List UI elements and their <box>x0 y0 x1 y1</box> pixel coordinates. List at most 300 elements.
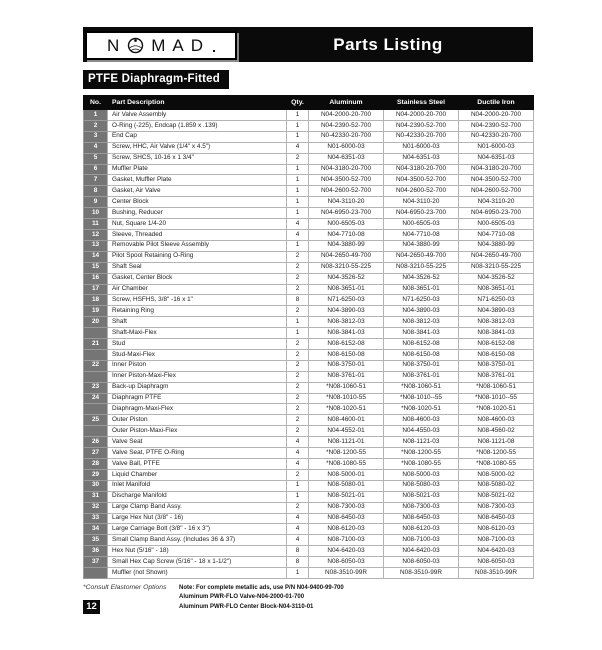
cell-ductile-iron: N08-6050-03 <box>459 557 534 568</box>
table-row <box>84 360 534 371</box>
table-row <box>84 120 534 131</box>
cell-qty: 2 <box>287 393 309 404</box>
cell-description: Retaining Ring <box>108 306 287 317</box>
cell-no: 26 <box>84 437 108 448</box>
cell-aluminum: N08-5080-01 <box>309 480 384 491</box>
cell-stainless-steel: N08-7100-03 <box>384 535 459 546</box>
cell-aluminum: *N08-1060-51 <box>309 382 384 393</box>
table-row <box>84 535 534 546</box>
cell-ductile-iron: N08-3841-03 <box>459 328 534 339</box>
cell-stainless-steel: *N08-1080-55 <box>384 459 459 470</box>
table-row <box>84 382 534 393</box>
cell-stainless-steel: N04-4550-03 <box>384 426 459 437</box>
table-row <box>84 306 534 317</box>
cell-stainless-steel: N00-6505-03 <box>384 219 459 230</box>
cell-ductile-iron: N04-6351-03 <box>459 153 534 164</box>
cell-description: Center Block <box>108 197 287 208</box>
cell-stainless-steel: N08-5000-03 <box>384 469 459 480</box>
cell-description: Inner Piston <box>108 360 287 371</box>
cell-no: 12 <box>84 229 108 240</box>
table-row <box>84 284 534 295</box>
cell-qty: 8 <box>287 557 309 568</box>
cell-aluminum: N71-6250-03 <box>309 295 384 306</box>
cell-ductile-iron: N00-6505-03 <box>459 219 534 230</box>
cell-stainless-steel: N71-6250-03 <box>384 295 459 306</box>
cell-ductile-iron: N71-6250-03 <box>459 295 534 306</box>
cell-qty: 2 <box>287 284 309 295</box>
cell-aluminum: N04-3890-03 <box>309 306 384 317</box>
cell-ductile-iron: N08-6152-08 <box>459 339 534 350</box>
cell-ductile-iron: N04-6420-03 <box>459 546 534 557</box>
cell-no: 5 <box>84 153 108 164</box>
cell-no: 16 <box>84 273 108 284</box>
cell-stainless-steel: N08-7300-03 <box>384 502 459 513</box>
cell-qty: 2 <box>287 339 309 350</box>
table-row <box>84 229 534 240</box>
cell-aluminum: *N08-1010-55 <box>309 393 384 404</box>
cell-no <box>84 404 108 415</box>
cell-aluminum: N0-42330-20-700 <box>309 131 384 142</box>
table-row <box>84 317 534 328</box>
cell-qty: 2 <box>287 273 309 284</box>
cell-no: 35 <box>84 535 108 546</box>
section-title: PTFE Diaphragm-Fitted <box>83 70 229 89</box>
table-row <box>84 415 534 426</box>
cell-ductile-iron: N08-4600-03 <box>459 415 534 426</box>
cell-ductile-iron: N04-7710-08 <box>459 229 534 240</box>
table-row <box>84 426 534 437</box>
cell-qty: 2 <box>287 360 309 371</box>
cell-ductile-iron: N08-3510-99R <box>459 568 534 579</box>
cell-qty: 1 <box>287 197 309 208</box>
cell-aluminum: *N08-1200-55 <box>309 448 384 459</box>
cell-no: 18 <box>84 295 108 306</box>
cell-no: 36 <box>84 546 108 557</box>
cell-aluminum: N04-3500-52-700 <box>309 175 384 186</box>
table-row <box>84 164 534 175</box>
cell-stainless-steel: N08-3761-01 <box>384 371 459 382</box>
cell-description: End Cap <box>108 131 287 142</box>
cell-no: 23 <box>84 382 108 393</box>
cell-description: Small Hex Cap Screw (5/16" - 18 x 1-1/2") <box>108 557 287 568</box>
cell-stainless-steel: N04-3880-99 <box>384 240 459 251</box>
cell-no: 14 <box>84 251 108 262</box>
table-row <box>84 328 534 339</box>
col-header-stainless-steel: Stainless Steel <box>384 96 459 110</box>
cell-qty: 2 <box>287 153 309 164</box>
cell-aluminum: N04-2000-20-700 <box>309 110 384 121</box>
cell-stainless-steel: N04-6950-23-700 <box>384 208 459 219</box>
cell-aluminum: N08-3210-55-225 <box>309 262 384 273</box>
cell-description: Screw, HHC, Air Valve (1/4" x 4.5") <box>108 142 287 153</box>
cell-stainless-steel: N04-3526-52 <box>384 273 459 284</box>
cell-qty: 2 <box>287 349 309 360</box>
cell-description: Screw, SHCS, 10-16 x 1 3/4" <box>108 153 287 164</box>
elastomer-note: *Consult Elastomer Options <box>83 583 167 591</box>
cell-no: 22 <box>84 360 108 371</box>
cell-qty: 1 <box>287 317 309 328</box>
cell-stainless-steel: N04-2650-49-700 <box>384 251 459 262</box>
cell-qty: 4 <box>287 437 309 448</box>
cell-stainless-steel: N04-2390-52-700 <box>384 120 459 131</box>
cell-qty: 2 <box>287 469 309 480</box>
cell-no: 1 <box>84 110 108 121</box>
cell-qty: 4 <box>287 142 309 153</box>
cell-ductile-iron: N04-3890-03 <box>459 306 534 317</box>
cell-ductile-iron: N04-2600-52-700 <box>459 186 534 197</box>
cell-stainless-steel: N04-2000-20-700 <box>384 110 459 121</box>
col-header-qty: Qty. <box>287 96 309 110</box>
cell-stainless-steel: N08-1121-03 <box>384 437 459 448</box>
cell-stainless-steel: N01-6000-03 <box>384 142 459 153</box>
cell-ductile-iron: N08-3812-03 <box>459 317 534 328</box>
cell-stainless-steel: N08-3841-03 <box>384 328 459 339</box>
cell-description: Valve Seat, PTFE O-Ring <box>108 448 287 459</box>
cell-no: 4 <box>84 142 108 153</box>
cell-aluminum: N04-3180-20-700 <box>309 164 384 175</box>
nomad-logo-letters <box>107 36 215 56</box>
cell-stainless-steel: N04-3180-20-700 <box>384 164 459 175</box>
cell-ductile-iron: N04-6950-23-700 <box>459 208 534 219</box>
cell-ductile-iron: N08-3651-01 <box>459 284 534 295</box>
cell-stainless-steel: N08-3210-55-225 <box>384 262 459 273</box>
cell-stainless-steel: *N08-1010--55 <box>384 393 459 404</box>
cell-ductile-iron: N08-7100-03 <box>459 535 534 546</box>
table-row <box>84 459 534 470</box>
cell-aluminum: N04-3880-99 <box>309 240 384 251</box>
cell-aluminum: N08-3841-03 <box>309 328 384 339</box>
trademark-dot <box>213 50 215 52</box>
cell-description: Removable Pilot Sleeve Assembly <box>108 240 287 251</box>
cell-ductile-iron: N04-2000-20-700 <box>459 110 534 121</box>
cell-no: 8 <box>84 186 108 197</box>
col-header-no: No. <box>84 96 108 110</box>
table-row <box>84 208 534 219</box>
cell-description: Gasket, Center Block <box>108 273 287 284</box>
cell-stainless-steel: *N08-1200-55 <box>384 448 459 459</box>
cell-stainless-steel: N08-6150-08 <box>384 349 459 360</box>
cell-aluminum: N04-3526-52 <box>309 273 384 284</box>
cell-aluminum: *N08-1020-51 <box>309 404 384 415</box>
cell-stainless-steel: N0-42330-20-700 <box>384 131 459 142</box>
cell-aluminum: N04-2600-52-700 <box>309 186 384 197</box>
table-header-row <box>84 96 534 110</box>
cell-qty: 2 <box>287 371 309 382</box>
cell-description: Screw, HSFHS, 3/8" -16 x 1" <box>108 295 287 306</box>
table-row <box>84 393 534 404</box>
cell-ductile-iron: N01-6000-03 <box>459 142 534 153</box>
page-content <box>83 27 533 614</box>
footer-note-line: Aluminum PWR-FLO Valve-N04-2000-01-700 <box>179 594 305 601</box>
cell-description: Outer Piston-Maxi-Flex <box>108 426 287 437</box>
cell-description: Large Clamp Band Assy. <box>108 502 287 513</box>
cell-no <box>84 426 108 437</box>
cell-no <box>84 328 108 339</box>
col-header-aluminum: Aluminum <box>309 96 384 110</box>
cell-stainless-steel: N08-6120-03 <box>384 524 459 535</box>
logo-letters-mad: MAD <box>151 35 211 55</box>
cell-qty: 8 <box>287 546 309 557</box>
cell-stainless-steel: *N08-1060-51 <box>384 382 459 393</box>
cell-no <box>84 568 108 579</box>
table-row <box>84 437 534 448</box>
cell-ductile-iron: *N08-1020-51 <box>459 404 534 415</box>
cell-no: 31 <box>84 491 108 502</box>
cell-qty: 8 <box>287 295 309 306</box>
col-header-ductile-iron: Ductile Iron <box>459 96 534 110</box>
cell-ductile-iron: N04-3880-99 <box>459 240 534 251</box>
cell-aluminum: N04-4552-01 <box>309 426 384 437</box>
table-row <box>84 524 534 535</box>
cell-aluminum: N04-2650-49-700 <box>309 251 384 262</box>
cell-aluminum: N08-6152-08 <box>309 339 384 350</box>
cell-description: Pilot Spool Retaining O-Ring <box>108 251 287 262</box>
cell-no: 33 <box>84 513 108 524</box>
cell-stainless-steel: N08-5021-03 <box>384 491 459 502</box>
globe-icon <box>127 37 144 54</box>
cell-aluminum: N08-6450-03 <box>309 513 384 524</box>
table-row <box>84 480 534 491</box>
cell-qty: 2 <box>287 251 309 262</box>
cell-stainless-steel: N04-2600-52-700 <box>384 186 459 197</box>
cell-no: 3 <box>84 131 108 142</box>
table-row <box>84 546 534 557</box>
cell-aluminum: N08-3510-99R <box>309 568 384 579</box>
cell-description: Back-up Diaphragm <box>108 382 287 393</box>
cell-description: Valve Seat <box>108 437 287 448</box>
cell-ductile-iron: *N08-1010--55 <box>459 393 534 404</box>
cell-aluminum: N04-6351-03 <box>309 153 384 164</box>
cell-description: Outer Piston <box>108 415 287 426</box>
cell-no: 6 <box>84 164 108 175</box>
cell-qty: 2 <box>287 382 309 393</box>
table-row <box>84 273 534 284</box>
cell-qty: 4 <box>287 448 309 459</box>
cell-qty: 2 <box>287 426 309 437</box>
cell-ductile-iron: N04-3526-52 <box>459 273 534 284</box>
footer-left <box>83 584 165 614</box>
cell-qty: 1 <box>287 568 309 579</box>
table-row <box>84 339 534 350</box>
cell-description: Inner Piston-Maxi-Flex <box>108 371 287 382</box>
cell-description: Muffler Plate <box>108 164 287 175</box>
cell-aluminum: N08-7300-03 <box>309 502 384 513</box>
cell-ductile-iron: N04-3180-20-700 <box>459 164 534 175</box>
cell-ductile-iron: N08-5080-02 <box>459 480 534 491</box>
table-row <box>84 110 534 121</box>
cell-qty: 2 <box>287 404 309 415</box>
cell-aluminum: N04-7710-08 <box>309 229 384 240</box>
cell-description: Stud-Maxi-Flex <box>108 349 287 360</box>
cell-qty: 1 <box>287 120 309 131</box>
col-header-part-description: Part Description <box>108 96 287 110</box>
table-row <box>84 175 534 186</box>
cell-qty: 1 <box>287 186 309 197</box>
cell-qty: 2 <box>287 306 309 317</box>
cell-stainless-steel: N04-6420-03 <box>384 546 459 557</box>
cell-qty: 4 <box>287 524 309 535</box>
cell-ductile-iron: *N08-1080-55 <box>459 459 534 470</box>
cell-aluminum: N08-3812-03 <box>309 317 384 328</box>
cell-qty: 1 <box>287 208 309 219</box>
cell-no: 27 <box>84 448 108 459</box>
cell-description: Nut, Square 1/4-20 <box>108 219 287 230</box>
cell-qty: 4 <box>287 219 309 230</box>
cell-aluminum: N08-4600-01 <box>309 415 384 426</box>
cell-ductile-iron: N08-5000-02 <box>459 469 534 480</box>
cell-qty: 1 <box>287 240 309 251</box>
cell-description: Sleeve, Threaded <box>108 229 287 240</box>
cell-aluminum: N08-3750-01 <box>309 360 384 371</box>
cell-stainless-steel: N04-6351-03 <box>384 153 459 164</box>
cell-no: 10 <box>84 208 108 219</box>
cell-aluminum: N00-6505-03 <box>309 219 384 230</box>
cell-stainless-steel: N08-6152-08 <box>384 339 459 350</box>
cell-ductile-iron: *N08-1200-55 <box>459 448 534 459</box>
cell-no <box>84 371 108 382</box>
cell-description: O-Ring (-225), Endcap (1.859 x .139) <box>108 120 287 131</box>
cell-aluminum: N08-5021-01 <box>309 491 384 502</box>
cell-qty: 1 <box>287 491 309 502</box>
cell-qty: 1 <box>287 480 309 491</box>
footer-notes <box>179 584 344 612</box>
cell-aluminum: N08-3651-01 <box>309 284 384 295</box>
table-row <box>84 557 534 568</box>
cell-qty: 1 <box>287 110 309 121</box>
cell-qty: 4 <box>287 229 309 240</box>
cell-ductile-iron: N08-4560-02 <box>459 426 534 437</box>
table-row <box>84 251 534 262</box>
table-row <box>84 262 534 273</box>
table-row <box>84 502 534 513</box>
footer-note-line: Note: For complete metallic ads, use P/N N04-9400-99-700 <box>179 584 344 591</box>
cell-no: 32 <box>84 502 108 513</box>
cell-ductile-iron: N08-5021-02 <box>459 491 534 502</box>
page-title: Parts Listing <box>333 34 443 54</box>
table-body <box>84 110 534 579</box>
cell-aluminum: N08-7100-03 <box>309 535 384 546</box>
cell-aluminum: N08-1121-01 <box>309 437 384 448</box>
cell-no: 7 <box>84 175 108 186</box>
logo-letter-n: N <box>106 35 121 55</box>
cell-aluminum: N08-6150-08 <box>309 349 384 360</box>
cell-qty: 1 <box>287 164 309 175</box>
table-row <box>84 240 534 251</box>
cell-description: Inlet Manifold <box>108 480 287 491</box>
cell-aluminum: N08-6120-03 <box>309 524 384 535</box>
cell-qty: 1 <box>287 328 309 339</box>
cell-description: Hex Nut (5/16" - 18) <box>108 546 287 557</box>
cell-aluminum: N01-6000-03 <box>309 142 384 153</box>
nomad-logo <box>85 31 237 60</box>
cell-description: Air Valve Assembly <box>108 110 287 121</box>
cell-aluminum: N08-6050-03 <box>309 557 384 568</box>
cell-no: 37 <box>84 557 108 568</box>
header-bar <box>83 27 533 62</box>
cell-description: Air Chamber <box>108 284 287 295</box>
cell-description: Liquid Chamber <box>108 469 287 480</box>
cell-stainless-steel: N08-4600-03 <box>384 415 459 426</box>
cell-ductile-iron: N08-3750-01 <box>459 360 534 371</box>
table-row <box>84 153 534 164</box>
cell-no: 30 <box>84 480 108 491</box>
cell-stainless-steel: N08-3651-01 <box>384 284 459 295</box>
cell-ductile-iron: N04-3110-20 <box>459 197 534 208</box>
cell-aluminum: *N08-1080-55 <box>309 459 384 470</box>
cell-stainless-steel: N08-6050-03 <box>384 557 459 568</box>
cell-stainless-steel: N04-3890-03 <box>384 306 459 317</box>
table-row <box>84 295 534 306</box>
cell-stainless-steel: N04-3110-20 <box>384 197 459 208</box>
table-row <box>84 197 534 208</box>
page-number: 12 <box>83 600 100 614</box>
cell-aluminum: N04-6950-23-700 <box>309 208 384 219</box>
cell-stainless-steel: N08-3750-01 <box>384 360 459 371</box>
cell-qty: 2 <box>287 415 309 426</box>
cell-ductile-iron: N08-1121-08 <box>459 437 534 448</box>
cell-qty: 4 <box>287 535 309 546</box>
cell-description: Large Carriage Bolt (3/8" - 16 x 3") <box>108 524 287 535</box>
table-row <box>84 371 534 382</box>
table-row <box>84 448 534 459</box>
cell-description: Shaft <box>108 317 287 328</box>
cell-description: Diaphragm PTFE <box>108 393 287 404</box>
cell-no: 25 <box>84 415 108 426</box>
cell-stainless-steel: N04-7710-08 <box>384 229 459 240</box>
cell-aluminum: N04-3110-20 <box>309 197 384 208</box>
cell-ductile-iron: N08-7300-03 <box>459 502 534 513</box>
cell-qty: 4 <box>287 513 309 524</box>
cell-description: Small Clamp Band Assy. (Includes 36 & 37) <box>108 535 287 546</box>
footer-note-line: Aluminum PWR-FLO Center Block-N04-3110-01 <box>179 603 314 610</box>
cell-no: 34 <box>84 524 108 535</box>
table-row <box>84 142 534 153</box>
cell-ductile-iron: N04-3500-52-700 <box>459 175 534 186</box>
cell-stainless-steel: N08-3812-03 <box>384 317 459 328</box>
cell-no: 19 <box>84 306 108 317</box>
table-row <box>84 404 534 415</box>
cell-ductile-iron: N08-6150-08 <box>459 349 534 360</box>
cell-aluminum: N04-6420-03 <box>309 546 384 557</box>
cell-description: Gasket, Air Valve <box>108 186 287 197</box>
cell-qty: 2 <box>287 262 309 273</box>
cell-ductile-iron: N08-3761-01 <box>459 371 534 382</box>
cell-description: Large Hex Nut (3/8" - 16) <box>108 513 287 524</box>
cell-stainless-steel: *N08-1020-51 <box>384 404 459 415</box>
cell-description: Gasket, Muffler Plate <box>108 175 287 186</box>
cell-qty: 4 <box>287 459 309 470</box>
cell-stainless-steel: N08-6450-03 <box>384 513 459 524</box>
cell-no: 21 <box>84 339 108 350</box>
cell-no: 2 <box>84 120 108 131</box>
table-row <box>84 513 534 524</box>
cell-ductile-iron: N04-2650-49-700 <box>459 251 534 262</box>
cell-aluminum: N04-2390-52-700 <box>309 120 384 131</box>
cell-no: 17 <box>84 284 108 295</box>
cell-no: 24 <box>84 393 108 404</box>
table-row <box>84 131 534 142</box>
cell-no: 9 <box>84 197 108 208</box>
table-header <box>84 96 534 110</box>
cell-no: 28 <box>84 459 108 470</box>
cell-no: 15 <box>84 262 108 273</box>
cell-stainless-steel: N08-5080-03 <box>384 480 459 491</box>
cell-qty: 1 <box>287 175 309 186</box>
cell-no: 13 <box>84 240 108 251</box>
cell-ductile-iron: *N08-1060-51 <box>459 382 534 393</box>
cell-no: 11 <box>84 219 108 230</box>
cell-qty: 2 <box>287 502 309 513</box>
